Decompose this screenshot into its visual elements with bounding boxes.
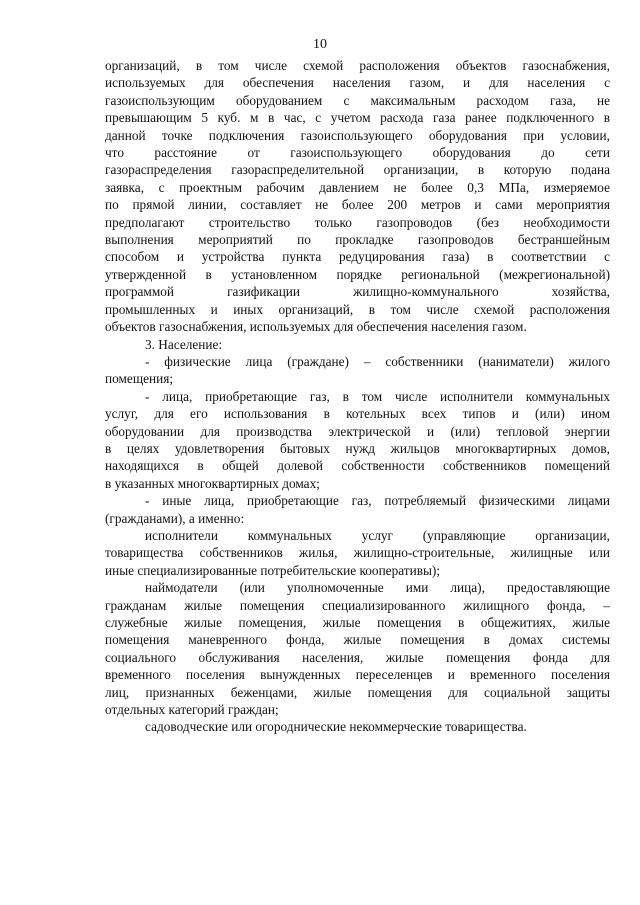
document-body: [105, 57, 610, 736]
text-line: объектов газоснабжения, используемых для обеспечения населения газом.: [105, 319, 527, 335]
text-line: исполнители коммунальных услуг (управляющие организации,: [145, 527, 610, 543]
text-line: помещения;: [105, 371, 174, 387]
text-line: выполнения мероприятий по прокладке газопроводов бестраншейным: [105, 232, 610, 248]
text-line: программой газификации жилищно-коммунального хозяйства,: [105, 284, 610, 300]
text-line: садоводческие или огороднические некоммерческие товарищества.: [145, 719, 527, 735]
text-line: в целях удовлетворения бытовых нужд жильцов многоквартирных домов,: [105, 440, 610, 456]
page-number: 10: [313, 37, 327, 52]
text-line: временного поселения вынужденных переселенцев и временного поселения: [105, 667, 610, 683]
text-line: способом и устройства пункта редуцирования газа) в соответствии с: [105, 249, 610, 265]
text-line: промышленных и иных организаций, в том числе схемой расположения: [105, 301, 610, 317]
text-line: - иные лица, приобретающие газ, потребляемый физическими лицами: [145, 493, 610, 509]
text-line: наймодатели (или уполномоченные ими лица), предоставляющие: [145, 580, 610, 596]
text-line: иные специализированные потребительские кооперативы);: [105, 562, 441, 578]
text-line: находящихся в общей долевой собственности собственников помещений: [105, 458, 610, 474]
text-line: - физические лица (граждане) – собственники (наниматели) жилого: [145, 353, 610, 369]
text-line: используемых для обеспечения населения газом, и для населения с: [105, 75, 610, 91]
text-line: данной точке подключения газоиспользующего оборудования при условии,: [105, 127, 610, 143]
text-line: 3. Население:: [145, 336, 223, 352]
text-line: отдельных категорий граждан;: [105, 702, 279, 718]
text-line: что расстояние от газоиспользующего оборудования до сети: [105, 145, 610, 161]
text-line: заявка, с проектным рабочим давлением не более 0,3 МПа, измеряемое: [105, 179, 610, 195]
text-line: товарищества собственников жилья, жилищно-строительные, жилищные или: [105, 545, 610, 561]
text-line: организаций, в том числе схемой расположения объектов газоснабжения,: [105, 58, 610, 73]
text-line: лиц, признанных беженцами, жилые помещения для социальной защиты: [105, 684, 610, 700]
text-line: - лица, приобретающие газ, в том числе исполнители коммунальных: [145, 388, 610, 404]
text-line: превышающим 5 куб. м в час, с учетом расхода газа ранее подключенного в: [105, 110, 610, 126]
text-line: утвержденной в установленном порядке региональной (межрегиональной): [105, 266, 610, 282]
text-line: в указанных многоквартирных домах;: [105, 475, 320, 491]
text-line: помещения маневренного фонда, жилые помещения в домах системы: [105, 632, 610, 648]
text-line: предполагают строительство только газопроводов (без необходимости: [105, 214, 610, 230]
text-line: услуг, для его использования в котельных всех типов и (или) ином: [105, 406, 610, 422]
text-line: (гражданами), а именно:: [105, 510, 245, 526]
text-line: оборудовании для производства электрической и (или) тепловой энергии: [105, 423, 610, 439]
text-line: газораспределения газораспределительной организации, в которую подана: [105, 162, 610, 178]
text-line: газоиспользующим оборудованием с максимальным расходом газа, не: [105, 92, 610, 108]
text-line: гражданам жилые помещения специализированного жилищного фонда, –: [105, 597, 610, 613]
text-line: социального обслуживания населения, жилые помещения фонда для: [105, 649, 610, 665]
text-line: служебные жилые помещения, жилые помещения в общежитиях, жилые: [105, 615, 610, 630]
text-line: по прямой линии, составляет не более 200 метров и сами мероприятия: [105, 197, 610, 213]
